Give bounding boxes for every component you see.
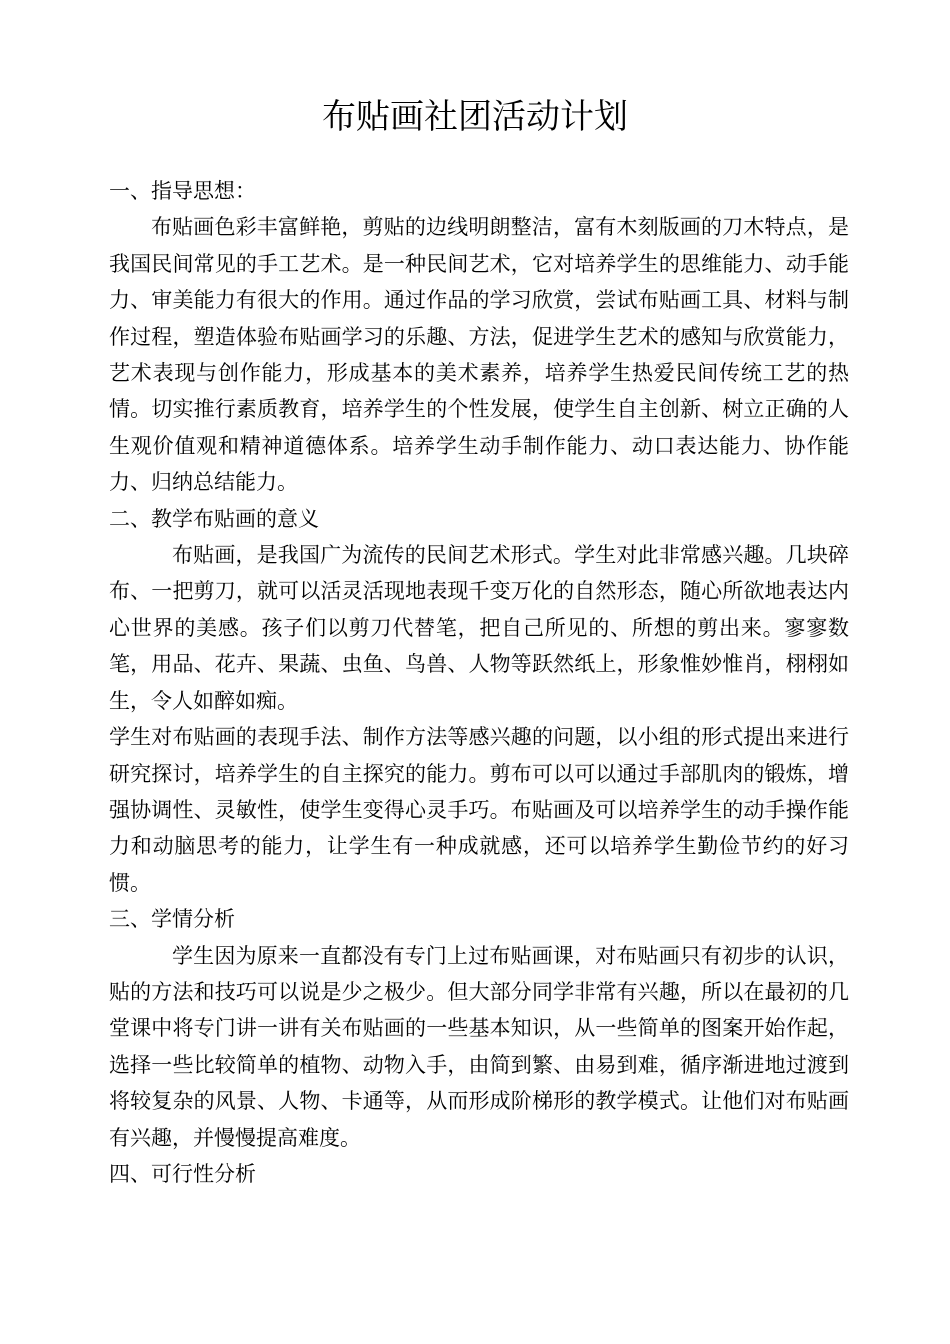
paragraph-significance-1: 布贴画，是我国广为流传的民间艺术形式。学生对此非常感兴趣。几块碎布、一把剪刀，就可以活灵活现地表现千变万化的自然形态，随心所欲地表达内心世界的美感。孩子们以剪刀代替笔，把自己所见的、所想的剪出来。寥寥数笔，用品、花卉、果蔬、虫鱼、鸟兽、人物等跃然纸上，形象惟妙惟肖，栩栩如生，令人如醉如痴。 [109, 543, 849, 713]
paragraph-significance-2: 学生对布贴画的表现手法、制作方法等感兴趣的问题，以小组的形式提出来进行研究探讨，培养学生的自主探究的能力。剪布可以可以通过手部肌肉的锻炼，增强协调性、灵敏性，使学生变得心灵手巧。布贴画及可以培养学生的动手操作能力和动脑思考的能力，让学生有一种成就感，还可以培养学生勤俭节约的好习惯。 [109, 725, 849, 895]
paragraph-guiding-thought: 布贴画色彩丰富鲜艳，剪贴的边线明朗整洁，富有木刻版画的刀木特点，是我国民间常见的手工艺术。是一种民间艺术，它对培养学生的思维能力、动手能力、审美能力有很大的作用。通过作品的学习欣赏，尝试布贴画工具、材料与制作过程，塑造体验布贴画学习的乐趣、方法，促进学生艺术的感知与欣赏能力，艺术表现与创作能力，形成基本的美术素养，培养学生热爱民间传统工艺的热情。切实推行素质教育，培养学生的个性发展，使学生自主创新、树立正确的人生观价值观和精神道德体系。培养学生动手制作能力、动口表达能力、协作能力、归纳总结能力。 [109, 215, 849, 495]
section-heading-guiding-thought: 一、指导思想： [109, 179, 256, 203]
section-heading-feasibility: 四、可行性分析 [109, 1161, 256, 1186]
document-title: 布贴画社团活动计划 [322, 97, 628, 137]
document-body [109, 173, 849, 1192]
section-heading-student-analysis: 三、学情分析 [109, 907, 235, 932]
section-heading-significance: 二、教学布贴画的意义 [109, 506, 319, 531]
paragraph-student-analysis: 学生因为原来一直都没有专门上过布贴画课，对布贴画只有初步的认识，贴的方法和技巧可以说是少之极少。但大部分同学非常有兴趣，所以在最初的几堂课中将专门讲一讲有关布贴画的一些基本知识，从一些简单的图案开始作起，选择一些比较简单的植物、动物入手，由简到繁、由易到难，循序渐进地过渡到将较复杂的风景、人物、卡通等，从而形成阶梯形的教学模式。让他们对布贴画有兴趣，并慢慢提高难度。 [109, 943, 849, 1150]
